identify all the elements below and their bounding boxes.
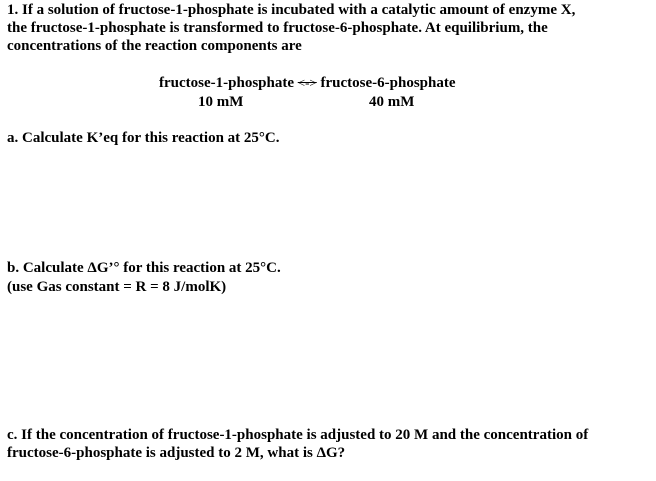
- part-c-question-line-2: fructose-6-phosphate is adjusted to 2 M, what is ΔG?: [7, 445, 346, 461]
- question-intro-line-2: the fructose-1-phosphate is transformed to fructose-6-phosphate. At equilibrium, the: [7, 20, 548, 36]
- part-a-question: a. Calculate K’eq for this reaction at 25°C.: [7, 130, 280, 146]
- question-intro-line-1: 1. If a solution of fructose-1-phosphate is incubated with a catalytic amount of enzyme X,: [7, 2, 576, 18]
- part-c-question-line-1: c. If the concentration of fructose-1-phosphate is adjusted to 20 M and the concentration of: [7, 427, 589, 443]
- reaction-equation: [159, 74, 456, 92]
- reactant-concentration: 10 mM: [198, 94, 244, 110]
- reaction-arrow: <->: [297, 75, 317, 90]
- product-concentration: 40 mM: [369, 94, 415, 110]
- part-b-note: (use Gas constant = R = 8 J/molK): [7, 279, 227, 295]
- reaction-reactant: fructose-1-phosphate: [159, 75, 294, 91]
- reaction-product: fructose-6-phosphate: [320, 75, 456, 91]
- part-b-question: b. Calculate ΔG’° for this reaction at 25°C.: [7, 260, 281, 276]
- question-intro-line-3: concentrations of the reaction components are: [7, 38, 302, 54]
